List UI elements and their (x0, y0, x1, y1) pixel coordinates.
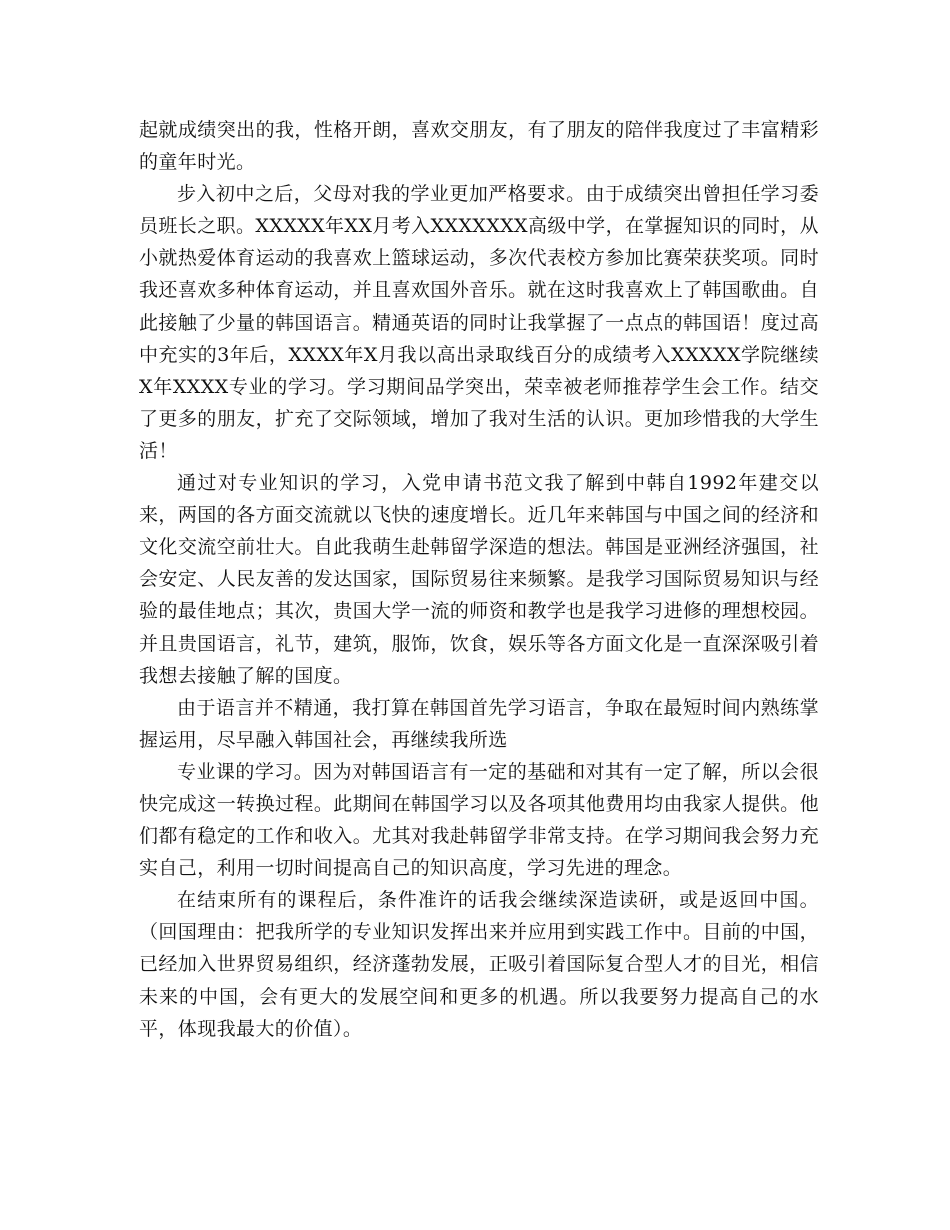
document-body (139, 114, 819, 1045)
paragraph-5: 专业课的学习。因为对韩国语言有一定的基础和对其有一定了解，所以会很快完成这一转换过程。此期间在韩国学习以及各项其他费用均由我家人提供。他们都有稳定的工作和收入。尤其对我赴韩留学非常支持。在学习期间我会努力充实自己，利用一切时间提高自己的知识高度，学习先进的理念。 (139, 760, 819, 880)
paragraph-1: 起就成绩突出的我，性格开朗，喜欢交朋友，有了朋友的陪伴我度过了丰富精彩的童年时光。 (139, 119, 819, 174)
paragraph-3: 通过对专业知识的学习，入党申请书范文我了解到中韩自1992年建交以来，两国的各方面交流就以飞快的速度增长。近几年来韩国与中国之间的经济和文化交流空前壮大。自此我萌生赴韩留学深造的想法。韩国是亚洲经济强国，社会安定、人民友善的发达国家，国际贸易往来频繁。是我学习国际贸易知识与经验的最佳地点；其次，贵国大学一流的师资和教学也是我学习进修的理想校园。并且贵国语言，礼节，建筑，服饰，饮食，娱乐等各方面文化是一直深深吸引着我想去接触了解的国度。 (139, 472, 819, 687)
paragraph-4: 由于语言并不精通，我打算在韩国首先学习语言，争取在最短时间内熟练掌握运用，尽早融入韩国社会，再继续我所选 (139, 696, 819, 751)
paragraph-6: 在结束所有的课程后，条件准许的话我会继续深造读研，或是返回中国。（回国理由：把我所学的专业知识发挥出来并应用到实践工作中。目前的中国，已经加入世界贸易组织，经济蓬勃发展，正吸引着国际复合型人才的目光，相信未来的中国，会有更大的发展空间和更多的机遇。所以我要努力提高自己的水平，体现我最大的价值）。 (139, 889, 819, 1040)
paragraph-2: 步入初中之后，父母对我的学业更加严格要求。由于成绩突出曾担任学习委员班长之职。XXXXX年XX月考入XXXXXXX高级中学，在掌握知识的同时，从小就热爱体育运动的我喜欢上篮球运动，多次代表校方参加比赛荣获奖项。同时我还喜欢多种体育运动，并且喜欢国外音乐。就在这时我喜欢上了韩国歌曲。自此接触了少量的韩国语言。精通英语的同时让我掌握了一点点的韩国语！度过高中充实的3年后，XXXX年X月我以高出录取线百分的成绩考入XXXXX学院继续X年XXXX专业的学习。学习期间品学突出，荣幸被老师推荐学生会工作。结交了更多的朋友，扩充了交际领域，增加了我对生活的认识。更加珍惜我的大学生活！ (139, 183, 819, 462)
